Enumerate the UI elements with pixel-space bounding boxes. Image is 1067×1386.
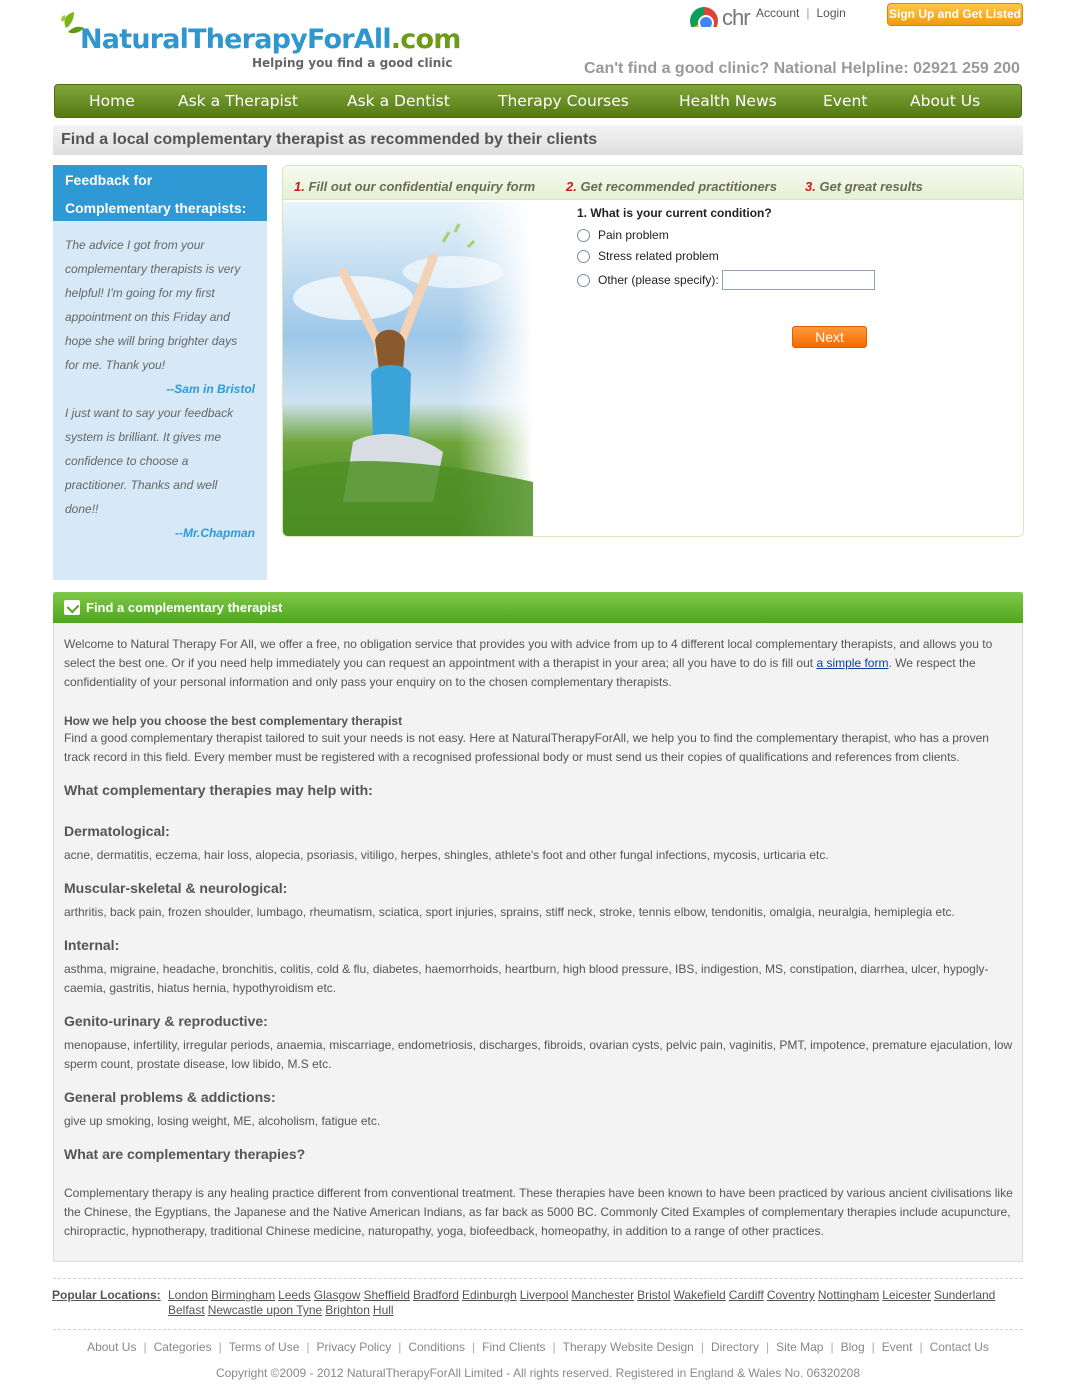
how-we-help-text: Find a good complementary therapist tailored to suit your needs is not easy. Here at NaturalTherapyForAll, we help you to find the complementary therapist, who has a proven track record in this field. Every member must be registered with a recognised professional body or must send us their copies of qualifications and references from clients. [64, 731, 989, 764]
chrome-badge [690, 5, 760, 27]
footer-link-contact[interactable]: Contact Us [929, 1340, 989, 1354]
footer-links [53, 1340, 1023, 1354]
condition-question: 1. What is your current condition? [577, 206, 772, 220]
testimonial-author: --Sam in Bristol [166, 382, 255, 396]
find-section-header [53, 592, 1023, 623]
page-banner [53, 125, 1023, 155]
sidebar-title-line2: Complementary therapists: [65, 200, 247, 216]
link-separator: | [806, 6, 810, 20]
checkmark-icon [64, 600, 80, 615]
category-title: General problems & addictions: [64, 1089, 276, 1105]
nav-home[interactable]: Home [89, 92, 135, 110]
location-link[interactable]: London [168, 1288, 209, 1302]
link-separator: | [700, 1340, 704, 1354]
woman-in-field-image [283, 202, 533, 536]
link-separator: | [919, 1340, 923, 1354]
page-title: Find a local complementary therapist as recommended by their clients [61, 131, 598, 148]
chrome-logo-icon [690, 7, 718, 27]
location-link[interactable]: Liverpool [519, 1288, 569, 1302]
testimonial-line: The advice I got from your [65, 238, 205, 252]
logo-wordmark: NaturalTherapyForAll.com [80, 24, 461, 55]
footer-link-terms[interactable]: Terms of Use [228, 1340, 300, 1354]
footer-link-directory[interactable]: Directory [710, 1340, 759, 1354]
popular-locations-label: Popular Locations: [52, 1288, 161, 1302]
testimonial-line: practitioner. Thanks and well [65, 478, 218, 492]
testimonial-line: complementary therapists is very [65, 262, 241, 276]
radio-other[interactable] [577, 274, 590, 287]
nav-about-us[interactable]: About Us [910, 92, 981, 110]
helpline-text: Can't find a good clinic? National Helpline: 02921 259 200 [584, 60, 1020, 77]
nav-therapy-courses[interactable]: Therapy Courses [498, 92, 629, 110]
account-link[interactable]: Account [756, 6, 800, 20]
login-link[interactable]: Login [816, 6, 846, 20]
footer-link-categories[interactable]: Categories [153, 1340, 212, 1354]
find-section-title: Find a complementary therapist [86, 600, 283, 615]
option-label: Pain problem [598, 228, 669, 242]
sidebar-header [53, 165, 267, 221]
category-title: Internal: [64, 937, 120, 953]
chrome-badge-text: chr [722, 5, 750, 27]
testimonial-line: hope she will bring brighter days [65, 334, 238, 348]
category-title: Genito-urinary & reproductive: [64, 1013, 268, 1029]
footer-link-blog[interactable]: Blog [840, 1340, 865, 1354]
link-separator: | [398, 1340, 402, 1354]
testimonial-author: --Mr.Chapman [174, 526, 255, 540]
location-link[interactable]: Brighton [325, 1303, 370, 1317]
location-links [168, 1288, 1028, 1318]
next-button[interactable]: Next [792, 326, 867, 348]
option-stress[interactable] [577, 249, 719, 263]
location-link[interactable]: Bradford [412, 1288, 459, 1302]
enquiry-form-panel [282, 165, 1024, 537]
footer-link-find-clients[interactable]: Find Clients [482, 1340, 546, 1354]
location-link[interactable]: Edinburgh [461, 1288, 517, 1302]
testimonial-line: helpful! I'm going for my first [65, 286, 215, 300]
location-link[interactable]: Glasgow [313, 1288, 361, 1302]
option-pain[interactable] [577, 228, 669, 242]
link-separator: | [871, 1340, 875, 1354]
main-nav [54, 84, 1022, 118]
link-separator: | [143, 1340, 147, 1354]
link-separator: | [552, 1340, 556, 1354]
simple-form-link[interactable]: a simple form [816, 656, 889, 670]
nav-ask-dentist[interactable]: Ask a Dentist [347, 92, 450, 110]
footer-link-website-design[interactable]: Therapy Website Design [562, 1340, 694, 1354]
location-link[interactable]: Wakefield [673, 1288, 726, 1302]
location-link[interactable]: Newcastle upon Tyne [207, 1303, 323, 1317]
what-are-title: What are complementary therapies? [64, 1146, 306, 1162]
testimonial-line: for me. Thank you! [65, 358, 166, 372]
location-link[interactable]: Belfast [168, 1303, 205, 1317]
category-title: Muscular-skeletal & neurological: [64, 880, 288, 896]
how-we-help-title: How we help you choose the best complementary therapist [64, 714, 403, 728]
category-text: acne, dermatitis, eczema, hair loss, alopecia, psoriasis, vitiligo, herpes, shingles, athlete's foot and other fungal infections, mycosis, urticaria etc. [64, 848, 829, 862]
divider [53, 1278, 1023, 1279]
footer-link-conditions[interactable]: Conditions [408, 1340, 466, 1354]
copyright-text: Copyright ©2009 - 2012 NaturalTherapyForAll Limited - All rights reserved. Registered in England & Wales No. 06320208 [215, 1366, 861, 1380]
hero-image [283, 202, 533, 536]
step-2: 2. Get recommended practitioners [566, 179, 777, 194]
account-links [756, 6, 846, 20]
testimonial-line: I just want to say your feedback [65, 406, 234, 420]
location-link[interactable]: Leeds [278, 1288, 311, 1302]
steps-bar [283, 166, 1023, 200]
option-label: Stress related problem [598, 249, 719, 263]
link-separator: | [472, 1340, 476, 1354]
footer-link-about[interactable]: About Us [87, 1340, 137, 1354]
radio-stress[interactable] [577, 250, 590, 263]
feedback-sidebar [53, 165, 267, 580]
link-separator: | [306, 1340, 310, 1354]
location-link[interactable]: Birmingham [211, 1288, 276, 1302]
link-separator: | [218, 1340, 222, 1354]
testimonial-line: confidence to choose a [65, 454, 189, 468]
step-3: 3. Get great results [805, 179, 923, 194]
location-link[interactable]: Manchester [571, 1288, 635, 1302]
nav-health-news[interactable]: Health News [679, 92, 777, 110]
testimonial-line: appointment on this Friday and [65, 310, 230, 324]
sidebar-title-line1: Feedback for [65, 172, 153, 188]
location-link[interactable]: Sunderland [933, 1288, 996, 1302]
location-link[interactable]: Cardiff [728, 1288, 764, 1302]
location-link[interactable]: Leicester [882, 1288, 931, 1302]
other-condition-input[interactable] [722, 270, 875, 290]
location-link[interactable]: Bristol [637, 1288, 671, 1302]
what-help-title: What complementary therapies may help with: [64, 782, 373, 798]
footer-link-privacy[interactable]: Privacy Policy [316, 1340, 392, 1354]
testimonial-1 [65, 233, 255, 377]
category-title: Dermatological: [64, 823, 170, 839]
location-link[interactable]: Coventry [766, 1288, 815, 1302]
link-separator: | [830, 1340, 834, 1354]
nav-event[interactable]: Event [823, 92, 868, 110]
testimonial-line: system is brilliant. It gives me [65, 430, 222, 444]
nav-ask-therapist[interactable]: Ask a Therapist [178, 92, 299, 110]
option-label: Other (please specify): [598, 273, 719, 287]
site-logo[interactable] [58, 8, 461, 74]
find-therapist-section [53, 592, 1023, 1262]
location-link[interactable]: Hull [372, 1303, 394, 1317]
testimonial-2 [65, 401, 255, 521]
divider [53, 1329, 1023, 1330]
category-text: arthritis, back pain, frozen shoulder, lumbago, rheumatism, sciatica, sport injuries, sprains, stiff neck, stroke, tennis elbow, tendonitis, omalgia, neuralgia, hemiplegia etc. [64, 905, 955, 919]
footer-link-event[interactable]: Event [881, 1340, 913, 1354]
category-text: asthma, migraine, headache, bronchitis, colitis, cold & flu, diabetes, haemorrhoids, heartburn, high blood pressure, IBS, indigestion, MS, constipation, diarrhea, ulcer, hypogly-caemia, gastritis, hiatus hernia, hypothyroidism etc. [64, 962, 989, 995]
category-text: give up smoking, losing weight, ME, alcoholism, fatigue etc. [64, 1114, 381, 1128]
location-link[interactable]: Nottingham [817, 1288, 880, 1302]
option-other[interactable] [577, 273, 719, 287]
step-1: 1. Fill out our confidential enquiry form [294, 179, 536, 194]
what-are-text: Complementary therapy is any healing practice different from conventional treatment. These therapies have been known to have been practiced by various ancient civilisations like the Chinese, the Egyptians, the Japanese and the Native American Indians, as far back as 5000 BC. Commonly Cited Examples of complementary therapies include acupuncture, chiropractic, hypnotherapy, traditional Chinese medicine, naturopathy, yoga, biofeedback, homeopathy, in addition to a range of other practices. [64, 1186, 1013, 1238]
intro-paragraph: Welcome to Natural Therapy For All, we offer a free, no obligation service that provides you with advice from up to 4 different local complementary therapists, and allows you to select the best one. Or if you need help immediately you can request an appointment with a therapist in your area; all you have to do is fill out a simple form. We respect the confidentiality of your personal information and only pass your enquiry on to the chosen complementary therapists. [64, 637, 993, 689]
link-separator: | [765, 1340, 770, 1354]
radio-pain[interactable] [577, 229, 590, 242]
signup-button[interactable]: Sign Up and Get Listed [887, 3, 1023, 26]
footer-link-sitemap[interactable]: Site Map [776, 1340, 824, 1354]
location-link[interactable]: Sheffield [363, 1288, 410, 1302]
testimonial-line: done!! [65, 502, 99, 516]
logo-tagline: Helping you find a good clinic [252, 56, 453, 70]
category-text: menopause, infertility, irregular periods, anaemia, miscarriage, endometriosis, discharges, fibroids, ovarian cysts, pelvic pain, vaginitis, PMT, impotence, premature ejaculation, low sperm count, prostate disease, low libido, M.S etc. [64, 1038, 1013, 1071]
